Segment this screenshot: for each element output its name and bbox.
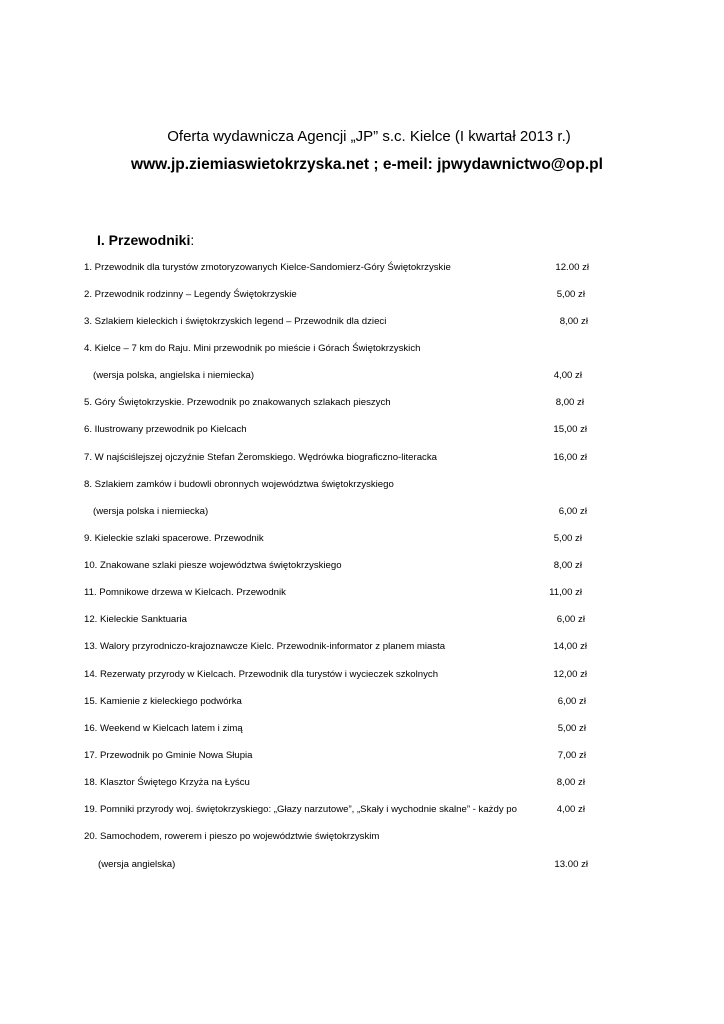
list-item — [0, 533, 724, 553]
item-title: 6. Ilustrowany przewodnik po Kielcach — [84, 424, 247, 435]
section-title-suffix: : — [190, 232, 195, 248]
item-title: 19. Pomniki przyrody woj. świętokrzyskiego: „Głazy narzutowe”, „Skały i wychodnie skalne” - każdy po — [84, 804, 517, 815]
list-item — [0, 614, 724, 634]
item-title: 7. W najściślejszej ojczyźnie Stefan Żeromskiego. Wędrówka biograficzno-literacka — [84, 452, 437, 463]
list-item — [0, 587, 724, 607]
item-title: 8. Szlakiem zamków i budowli obronnych województwa świętokrzyskiego — [84, 479, 394, 490]
item-title: 12. Kieleckie Sanktuaria — [84, 614, 187, 625]
list-item — [0, 506, 724, 526]
item-title: 4. Kielce – 7 km do Raju. Mini przewodnik po mieście i Górach Świętokrzyskich — [84, 343, 421, 354]
section-heading — [97, 232, 194, 248]
item-title: 17. Przewodnik po Gminie Nowa Słupia — [84, 750, 253, 761]
list-item — [0, 424, 724, 444]
item-title: 1. Przewodnik dla turystów zmotoryzowanych Kielce-Sandomierz-Góry Świętokrzyskie — [84, 262, 451, 273]
item-price: 5,00 zł — [553, 533, 582, 544]
list-item — [0, 397, 724, 417]
item-title: 9. Kieleckie szlaki spacerowe. Przewodnik — [84, 533, 264, 544]
list-item — [0, 316, 724, 336]
item-price: 13.00 zł — [554, 859, 588, 870]
item-price: 8,00 zł — [553, 560, 582, 571]
item-price: 6,00 zł — [556, 614, 585, 625]
list-item — [0, 723, 724, 743]
item-title: 13. Walory przyrodniczo-krajoznawcze Kielc. Przewodnik-informator z planem miasta — [84, 641, 446, 652]
list-item — [0, 479, 724, 499]
list-item — [0, 859, 724, 879]
item-price: 8,00 zł — [555, 397, 584, 408]
item-title: (wersja polska i niemiecka) — [93, 506, 209, 517]
item-price: 16,00 zł — [553, 452, 587, 463]
item-title: 10. Znakowane szlaki piesze województwa świętokrzyskiego — [84, 560, 342, 571]
item-price: 4,00 zł — [556, 804, 585, 815]
list-item — [0, 777, 724, 797]
list-item — [0, 560, 724, 580]
item-price: 5,00 zł — [557, 723, 586, 734]
item-price: 15,00 zł — [553, 424, 587, 435]
list-item — [0, 452, 724, 472]
list-item — [0, 641, 724, 661]
item-price: 14,00 zł — [553, 641, 587, 652]
item-price: 12.00 zł — [555, 262, 589, 273]
item-title: 16. Weekend w Kielcach latem i zimą — [84, 723, 243, 734]
list-item — [0, 262, 724, 282]
item-price: 12,00 zł — [553, 669, 587, 680]
item-price: 4,00 zł — [553, 370, 582, 381]
item-price: 5,00 zł — [556, 289, 585, 300]
item-title: 11. Pomnikowe drzewa w Kielcach. Przewodnik — [84, 587, 286, 598]
section-title: I. Przewodniki — [97, 232, 191, 248]
list-item — [0, 289, 724, 309]
list-item — [0, 750, 724, 770]
document-title: Oferta wydawnicza Agencji „JP” s.c. Kielce (I kwartał 2013 r.) — [167, 128, 571, 145]
item-title: 15. Kamienie z kieleckiego podwórka — [84, 696, 242, 707]
list-item — [0, 804, 724, 824]
item-price: 11,00 zł — [549, 587, 582, 598]
item-title: 14. Rezerwaty przyrody w Kielcach. Przewodnik dla turystów i wycieczek szkolnych — [84, 669, 439, 680]
item-price: 8,00 zł — [556, 777, 585, 788]
item-price: 6,00 zł — [557, 696, 586, 707]
item-title: (wersja angielska) — [98, 859, 176, 870]
item-price: 6,00 zł — [558, 506, 587, 517]
item-title: 2. Przewodnik rodzinny – Legendy Świętokrzyskie — [84, 289, 297, 300]
list-item — [0, 669, 724, 689]
item-title: 18. Klasztor Świętego Krzyża na Łyścu — [84, 777, 250, 788]
document-subtitle-contact: www.jp.ziemiaswietokrzyska.net ; e-meil: jpwydawnictwo@op.pl — [131, 156, 603, 173]
item-title: 5. Góry Świętokrzyskie. Przewodnik po znakowanych szlakach pieszych — [84, 397, 391, 408]
item-title: (wersja polska, angielska i niemiecka) — [93, 370, 255, 381]
item-price: 8,00 zł — [559, 316, 588, 327]
list-item — [0, 696, 724, 716]
list-item — [0, 343, 724, 363]
item-price: 7,00 zł — [557, 750, 586, 761]
list-item — [0, 831, 724, 851]
item-title: 20. Samochodem, rowerem i pieszo po województwie świętokrzyskim — [84, 831, 380, 842]
item-title: 3. Szlakiem kieleckich i świętokrzyskich legend – Przewodnik dla dzieci — [84, 316, 387, 327]
list-item — [0, 370, 724, 390]
